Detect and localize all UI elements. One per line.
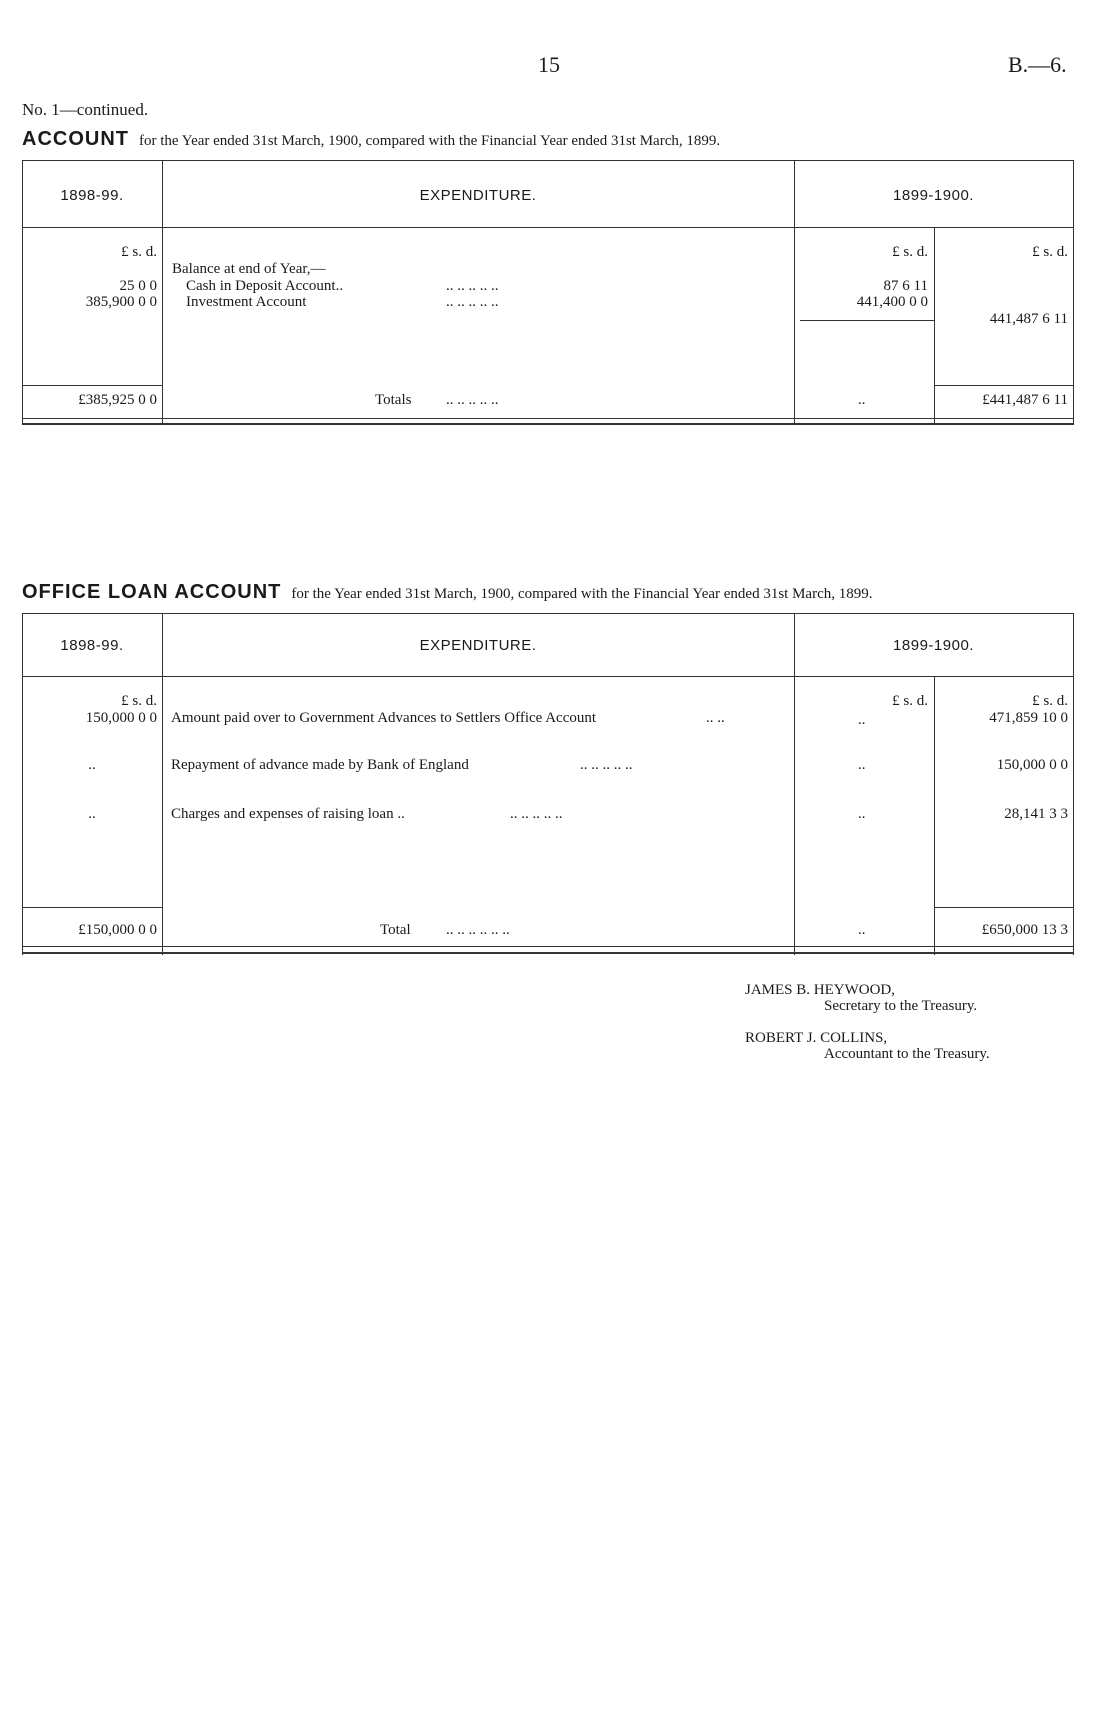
row-leader-dots: .. .. .. .. .. [446,278,499,294]
row-prev-value: 25 0 0 [119,278,157,294]
row-description: Repayment of advance made by Bank of England [171,757,469,773]
row-description: Balance at end of Year,— [172,261,326,277]
account-title: ACCOUNT [22,128,129,150]
totals-label: Total [380,922,411,938]
row-leader-dots: .. .. .. .. .. [580,757,633,773]
row-mid-value: .. [858,806,866,822]
totals-mid: .. [858,922,866,938]
row-right-value: 471,859 10 0 [989,710,1068,726]
totals-prev: £385,925 0 0 [78,392,157,408]
continued-label: No. 1—continued. [22,100,149,119]
row-prev-value: .. [88,757,96,773]
office-loan-heading [22,581,872,604]
totals-leader-dots: .. .. .. .. .. .. [446,922,510,938]
row-right-value: 28,141 3 3 [1004,806,1068,822]
row-description: Charges and expenses of raising loan .. [171,806,405,822]
column-header-1899-1900: 1899-1900. [893,637,974,654]
units-right: £ s. d. [1032,693,1068,709]
column-header-expenditure: EXPENDITURE. [419,187,537,204]
row-right-value: 150,000 0 0 [996,757,1068,773]
units-mid: £ s. d. [892,244,928,260]
row-description: Amount paid over to Government Advances to Settlers Office Account [171,710,597,726]
signatory-title: Accountant to the Treasury. [824,1046,990,1062]
totals-prev: £150,000 0 0 [78,922,157,938]
account-subtitle: for the Year ended 31st March, 1900, compared with the Financial Year ended 31st March, 1899. [139,133,721,149]
totals-mid: .. [858,392,866,408]
totals-leader-dots: .. .. .. .. .. [446,392,499,408]
units-mid: £ s. d. [892,693,928,709]
row-prev-value: 150,000 0 0 [85,710,157,726]
signatory-title: Secretary to the Treasury. [824,998,978,1014]
row-prev-value: .. [88,806,96,822]
units-prev: £ s. d. [121,693,157,709]
account-heading [22,128,720,151]
row-leader-dots: .. .. [706,710,725,726]
column-header-1898-99: 1898-99. [60,637,124,654]
totals-label: Totals [375,392,412,408]
totals-right: £650,000 13 3 [981,922,1068,938]
row-description: Cash in Deposit Account.. [186,278,344,294]
office-loan-title: OFFICE LOAN ACCOUNT [22,581,282,603]
units-right: £ s. d. [1032,244,1068,260]
document-reference: B.—6. [1008,52,1067,77]
signatory-name: JAMES B. HEYWOOD, [745,982,895,998]
row-mid-value: .. [858,712,866,728]
row-mid-value: 87 6 11 [883,278,928,294]
column-header-expenditure: EXPENDITURE. [419,637,537,654]
units-prev: £ s. d. [121,244,157,260]
column-header-1899-1900: 1899-1900. [893,187,974,204]
row-mid-value: .. [858,757,866,773]
office-loan-subtitle: for the Year ended 31st March, 1900, compared with the Financial Year ended 31st March, 1899. [291,586,873,602]
column-header-1898-99: 1898-99. [60,187,124,204]
row-description: Investment Account [186,294,307,310]
row-leader-dots: .. .. .. .. .. [510,806,563,822]
row-prev-value: 385,900 0 0 [85,294,157,310]
row-leader-dots: .. .. .. .. .. [446,294,499,310]
subtotal-value: 441,487 6 11 [989,311,1068,327]
totals-right: £441,487 6 11 [982,392,1068,408]
signatory-name: ROBERT J. COLLINS, [745,1030,888,1046]
page-number: 15 [538,52,560,77]
row-mid-value: 441,400 0 0 [856,294,928,310]
